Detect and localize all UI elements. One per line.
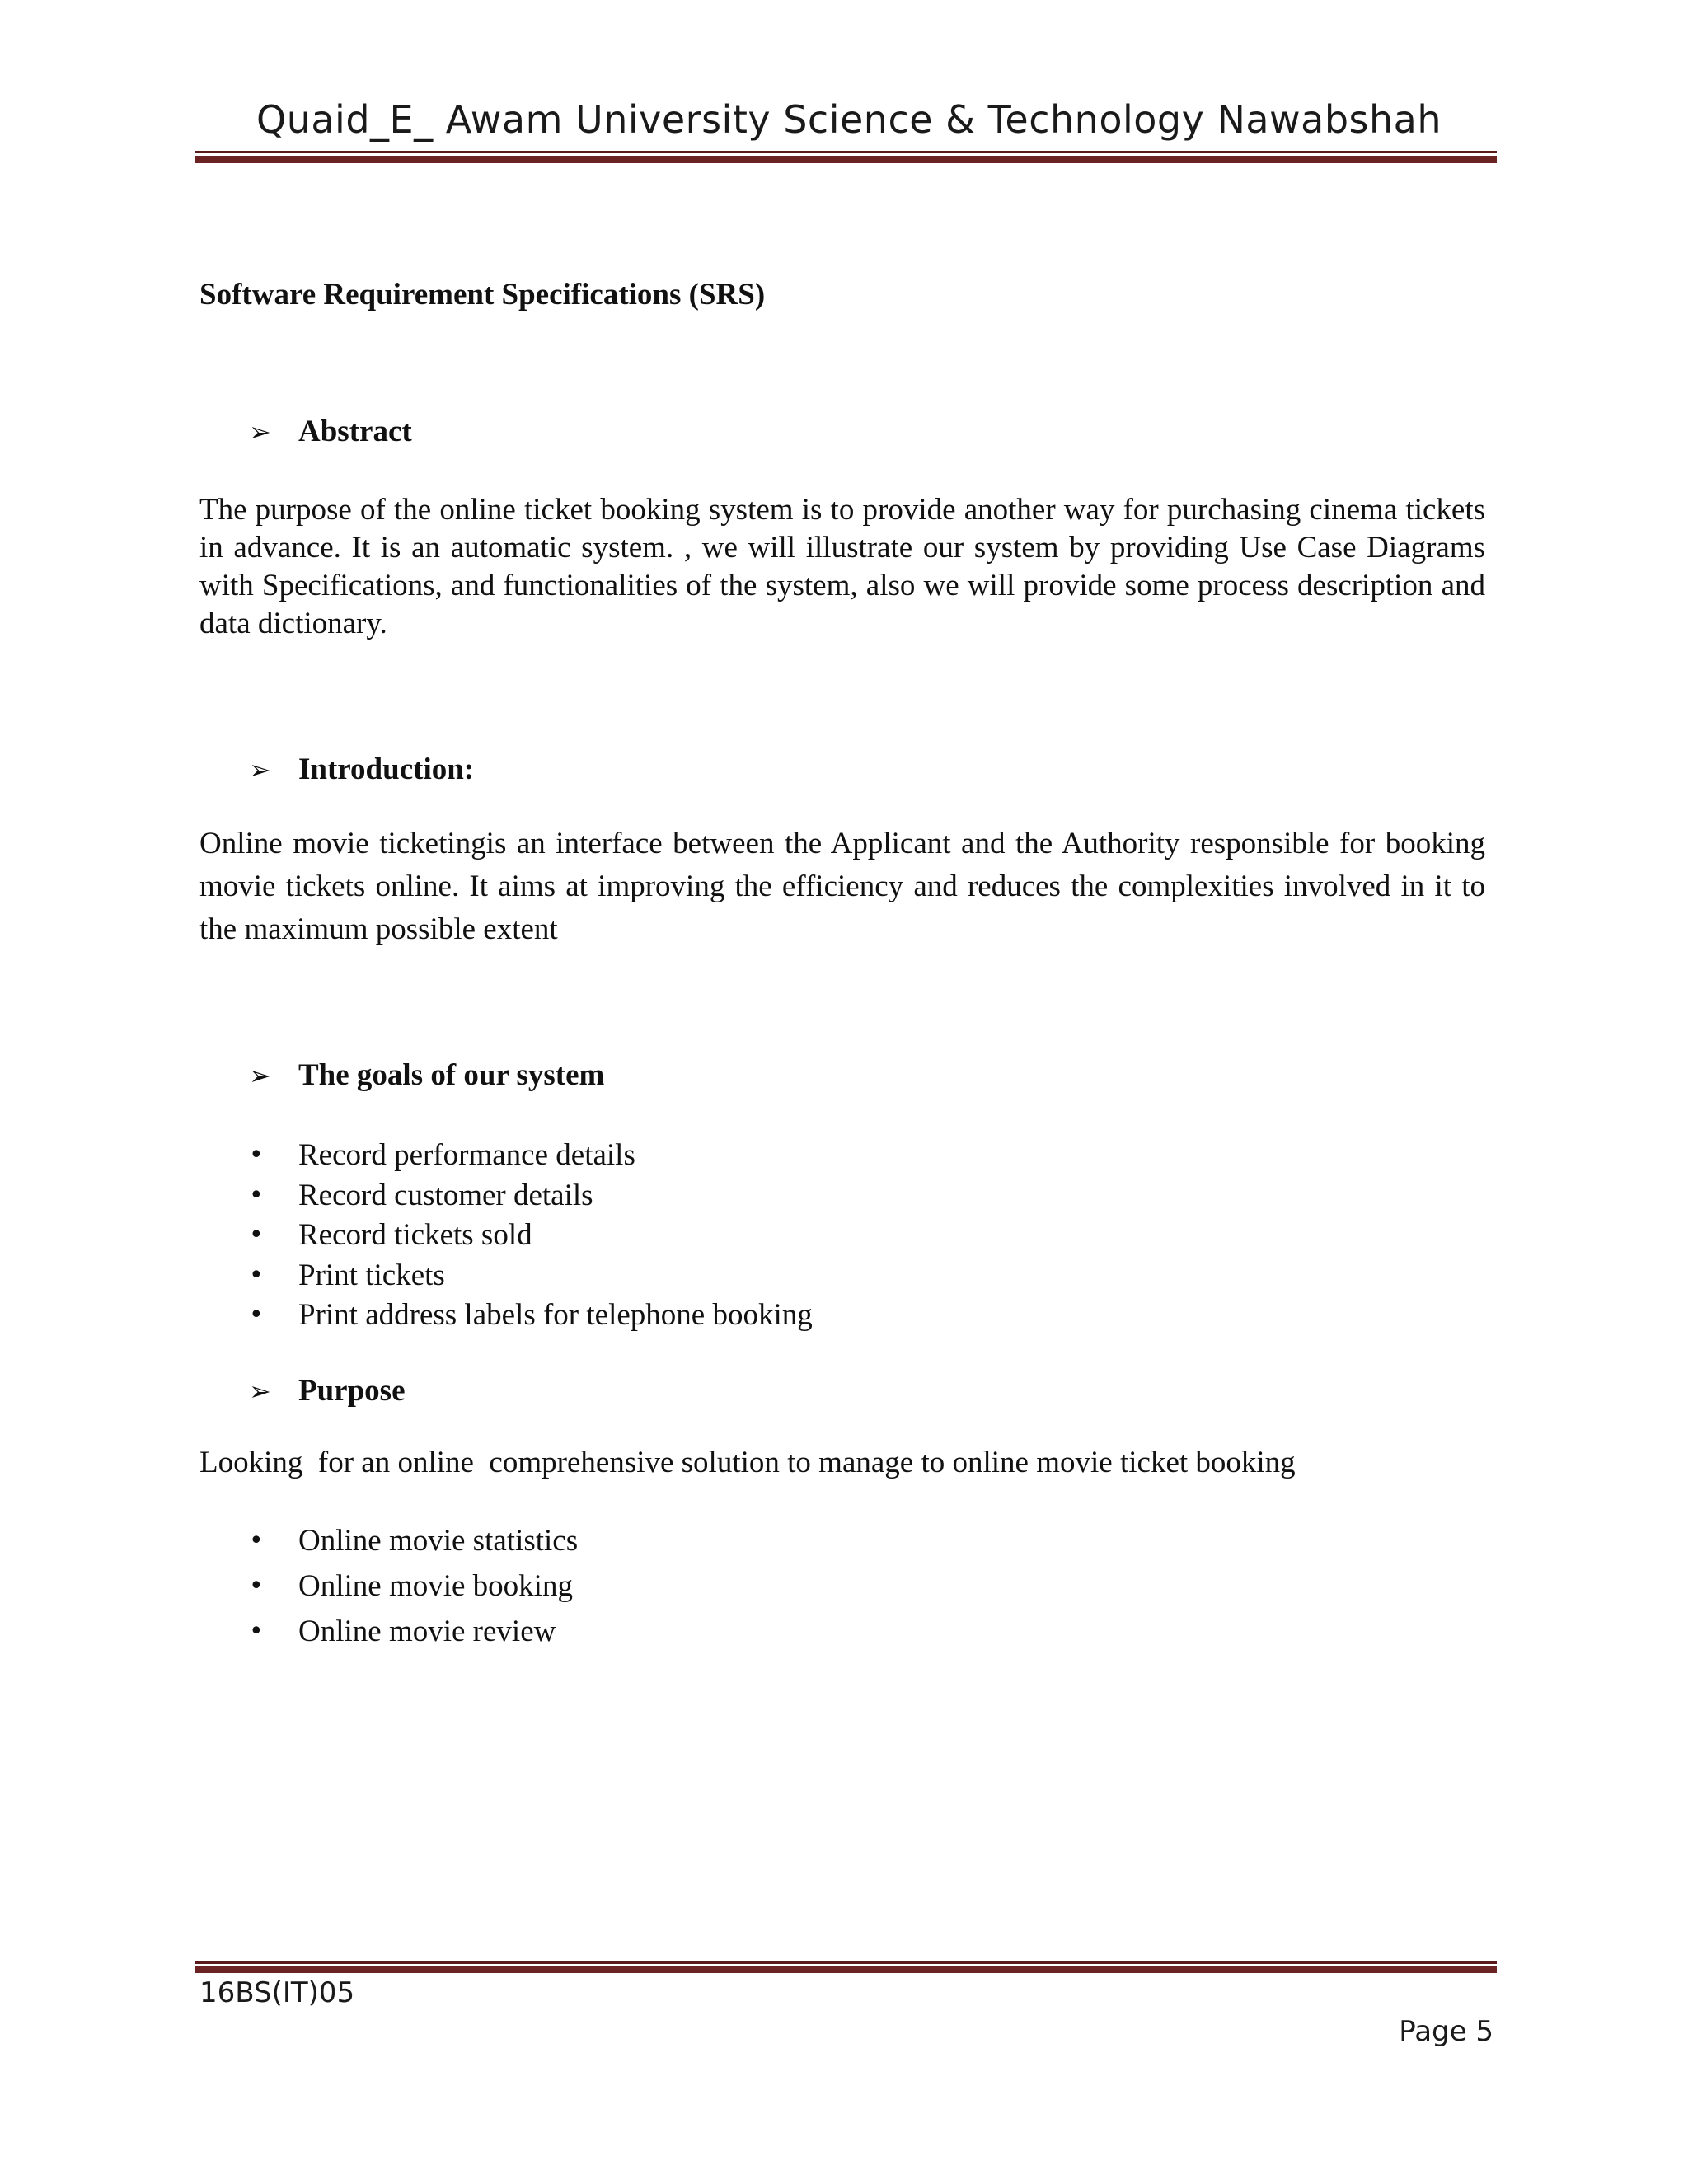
footer-code: 16BS(IT)05 bbox=[199, 1976, 355, 2009]
bullet-dot-icon: • bbox=[249, 1301, 264, 1329]
document-title: Software Requirement Specifications (SRS) bbox=[199, 278, 766, 312]
abstract-heading bbox=[249, 414, 412, 449]
bullet-dot-icon: • bbox=[249, 1180, 264, 1210]
list-item: • Record tickets sold bbox=[247, 1216, 813, 1256]
bullet-dot-icon: • bbox=[249, 1617, 264, 1646]
abstract-heading-text: Abstract bbox=[298, 415, 412, 448]
bullet-dot-icon: • bbox=[249, 1572, 264, 1601]
header-rule bbox=[195, 151, 1497, 163]
introduction-heading-text: Introduction: bbox=[298, 752, 475, 786]
goals-heading-text: The goals of our system bbox=[298, 1058, 605, 1092]
purpose-list bbox=[247, 1518, 578, 1654]
arrow-bullet-icon: ➢ bbox=[249, 416, 271, 448]
introduction-paragraph: Online movie ticketingis an interface between the Applicant and the Authority responsible for booking movie tickets online. It aims at improving the efficiency and reduces the complexities involved in it to the maximum possible extent bbox=[199, 827, 1485, 946]
abstract-paragraph: The purpose of the online ticket booking system is to provide another way for purchasing cinema tickets in advance. It is an automatic system. , we will illustrate our system by providing Use Case Diagrams with Specifications, and functionalities of the system, also we will provide some process description and data dictionary. bbox=[199, 493, 1485, 640]
page-number: Page 5 bbox=[1399, 2015, 1493, 2048]
arrow-bullet-icon: ➢ bbox=[249, 1060, 271, 1091]
list-item: • Record customer details bbox=[247, 1176, 813, 1216]
list-item: • Online movie booking bbox=[247, 1563, 578, 1609]
goals-list bbox=[247, 1136, 813, 1336]
list-item: • Online movie review bbox=[247, 1609, 578, 1654]
list-item: • Online movie statistics bbox=[247, 1518, 578, 1563]
purpose-heading bbox=[249, 1373, 406, 1408]
footer-rule bbox=[195, 1961, 1497, 1973]
bullet-dot-icon: • bbox=[249, 1526, 264, 1555]
arrow-bullet-icon: ➢ bbox=[249, 754, 271, 785]
purpose-paragraph: Looking for an online comprehensive solution to manage to online movie ticket booking bbox=[199, 1446, 1296, 1479]
list-item: • Print tickets bbox=[247, 1256, 813, 1296]
list-item: • Record performance details bbox=[247, 1136, 813, 1176]
bullet-dot-icon: • bbox=[249, 1221, 264, 1249]
arrow-bullet-icon: ➢ bbox=[249, 1376, 271, 1407]
list-item: • Print address labels for telephone booking bbox=[247, 1296, 813, 1336]
bullet-dot-icon: • bbox=[249, 1141, 264, 1169]
purpose-heading-text: Purpose bbox=[298, 1374, 406, 1408]
goals-heading bbox=[249, 1057, 604, 1093]
header-title: Quaid_E_ Awam University Science & Technology Nawabshah bbox=[256, 97, 1442, 142]
introduction-heading bbox=[249, 752, 474, 787]
bullet-dot-icon: • bbox=[249, 1260, 264, 1290]
